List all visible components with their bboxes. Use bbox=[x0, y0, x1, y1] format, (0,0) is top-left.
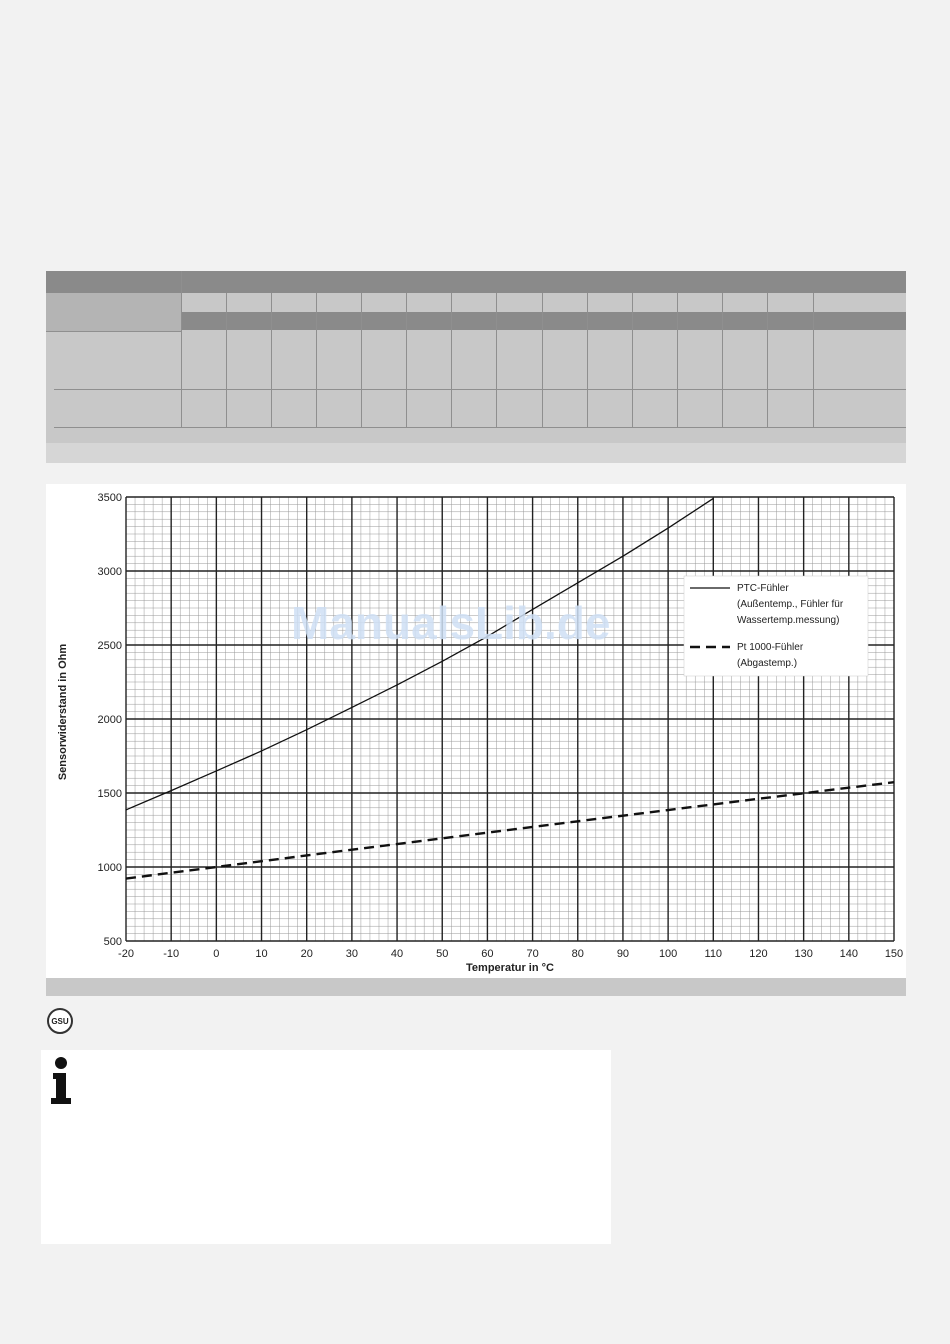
info-icon bbox=[47, 1056, 77, 1106]
data-point-pt1000 bbox=[261, 860, 263, 862]
y-axis-title: Sensorwiderstand in Ohm bbox=[57, 643, 69, 781]
x-tick-label: 30 bbox=[345, 948, 359, 960]
data-point-pt1000 bbox=[848, 787, 850, 789]
legend-label-ptc-line2: (Außentemp., Fühler für bbox=[737, 599, 844, 610]
data-point-pt1000 bbox=[396, 843, 398, 845]
x-tick-label: -10 bbox=[163, 948, 180, 960]
info-box bbox=[41, 1050, 611, 1244]
data-point-ptc bbox=[125, 809, 127, 811]
x-tick-labels bbox=[118, 948, 903, 960]
data-point-ptc bbox=[667, 527, 669, 529]
chart-panel bbox=[46, 484, 906, 996]
watermark: ManualsLib.de bbox=[291, 597, 611, 649]
table-row-divider bbox=[54, 427, 906, 428]
table-column-divider bbox=[587, 293, 588, 427]
legend bbox=[684, 576, 868, 676]
data-point-pt1000 bbox=[803, 792, 805, 794]
y-tick-label: 1000 bbox=[97, 862, 122, 874]
series-line-pt1000 bbox=[126, 782, 894, 878]
table-subheader-bar bbox=[181, 312, 906, 330]
x-tick-label: 60 bbox=[481, 948, 494, 960]
y-tick-label: 1500 bbox=[97, 788, 122, 800]
x-tick-label: 40 bbox=[390, 948, 404, 960]
table-column-divider bbox=[813, 293, 814, 427]
y-tick-labels bbox=[98, 492, 122, 948]
table-column-divider bbox=[226, 293, 227, 427]
x-tick-label: 0 bbox=[213, 948, 220, 960]
y-tick-label: 2000 bbox=[97, 714, 122, 726]
x-tick-label: 50 bbox=[436, 948, 449, 960]
table-column-divider bbox=[542, 293, 543, 427]
table-column-divider bbox=[361, 293, 362, 427]
table-column-divider bbox=[316, 293, 317, 427]
table-column-divider bbox=[181, 271, 182, 427]
table-column-divider bbox=[632, 293, 633, 427]
chart bbox=[46, 484, 906, 978]
x-tick-label: 120 bbox=[749, 948, 768, 960]
x-tick-label: 110 bbox=[704, 948, 723, 960]
table-column-divider bbox=[271, 293, 272, 427]
resistance-table bbox=[46, 271, 906, 463]
y-tick-label: 500 bbox=[103, 936, 122, 948]
y-tick-label: 3500 bbox=[97, 492, 122, 504]
y-tick-label: 2500 bbox=[97, 640, 122, 652]
data-point-pt1000 bbox=[622, 815, 624, 817]
x-tick-label: 90 bbox=[616, 948, 630, 960]
table-column-divider bbox=[767, 293, 768, 427]
x-tick-label: 140 bbox=[839, 948, 859, 960]
data-point-pt1000 bbox=[667, 809, 669, 811]
table-header-bar bbox=[46, 271, 906, 293]
data-point-pt1000 bbox=[487, 832, 489, 834]
table-label-column bbox=[46, 293, 181, 331]
x-tick-label: 20 bbox=[300, 948, 313, 960]
data-point-pt1000 bbox=[532, 826, 534, 828]
data-point-pt1000 bbox=[758, 798, 760, 800]
data-point-ptc bbox=[306, 729, 308, 731]
data-point-ptc bbox=[577, 582, 579, 584]
data-point-ptc bbox=[712, 498, 714, 500]
table-column-divider bbox=[451, 293, 452, 427]
data-point-pt1000 bbox=[577, 820, 579, 822]
x-tick-label: 80 bbox=[571, 948, 584, 960]
x-tick-label: 150 bbox=[884, 948, 904, 960]
y-tick-label: 3000 bbox=[97, 566, 122, 578]
legend-label-pt1000-line2: (Abgastemp.) bbox=[737, 658, 798, 669]
legend-label-pt1000-line1: Pt 1000-Fühler bbox=[737, 642, 804, 653]
table-row-divider bbox=[54, 389, 906, 390]
data-point-ptc bbox=[396, 684, 398, 686]
x-tick-label: 130 bbox=[794, 948, 813, 960]
data-point-ptc bbox=[351, 707, 353, 709]
table-column-divider bbox=[677, 293, 678, 427]
data-point-pt1000 bbox=[351, 849, 353, 851]
data-point-ptc bbox=[170, 790, 172, 792]
data-point-ptc bbox=[622, 555, 624, 557]
x-tick-label: -20 bbox=[118, 948, 134, 960]
data-point-pt1000 bbox=[170, 872, 172, 874]
data-point-pt1000 bbox=[125, 878, 127, 880]
table-row-divider bbox=[46, 331, 181, 332]
chart-footer-bar bbox=[46, 978, 906, 996]
series-layer bbox=[125, 498, 895, 880]
data-point-pt1000 bbox=[216, 866, 218, 868]
data-point-ptc bbox=[261, 750, 263, 752]
data-point-pt1000 bbox=[441, 837, 443, 839]
data-point-pt1000 bbox=[893, 781, 895, 783]
data-point-pt1000 bbox=[712, 804, 714, 806]
table-column-divider bbox=[496, 293, 497, 427]
data-point-pt1000 bbox=[306, 855, 308, 857]
table-column-divider bbox=[406, 293, 407, 427]
legend-label-ptc-line3: Wassertemp.messung) bbox=[737, 615, 840, 626]
x-tick-label: 10 bbox=[255, 948, 268, 960]
x-axis-title: Temperatur in °C bbox=[466, 962, 554, 974]
table-footer-bar bbox=[46, 443, 906, 463]
data-point-ptc bbox=[441, 660, 443, 662]
x-tick-label: 100 bbox=[658, 948, 678, 960]
table-column-divider bbox=[722, 293, 723, 427]
x-tick-label: 70 bbox=[526, 948, 539, 960]
legend-label-ptc-line1: PTC-Fühler bbox=[737, 583, 789, 594]
data-point-ptc bbox=[216, 770, 218, 772]
gsu-badge: GSU bbox=[47, 1008, 73, 1034]
